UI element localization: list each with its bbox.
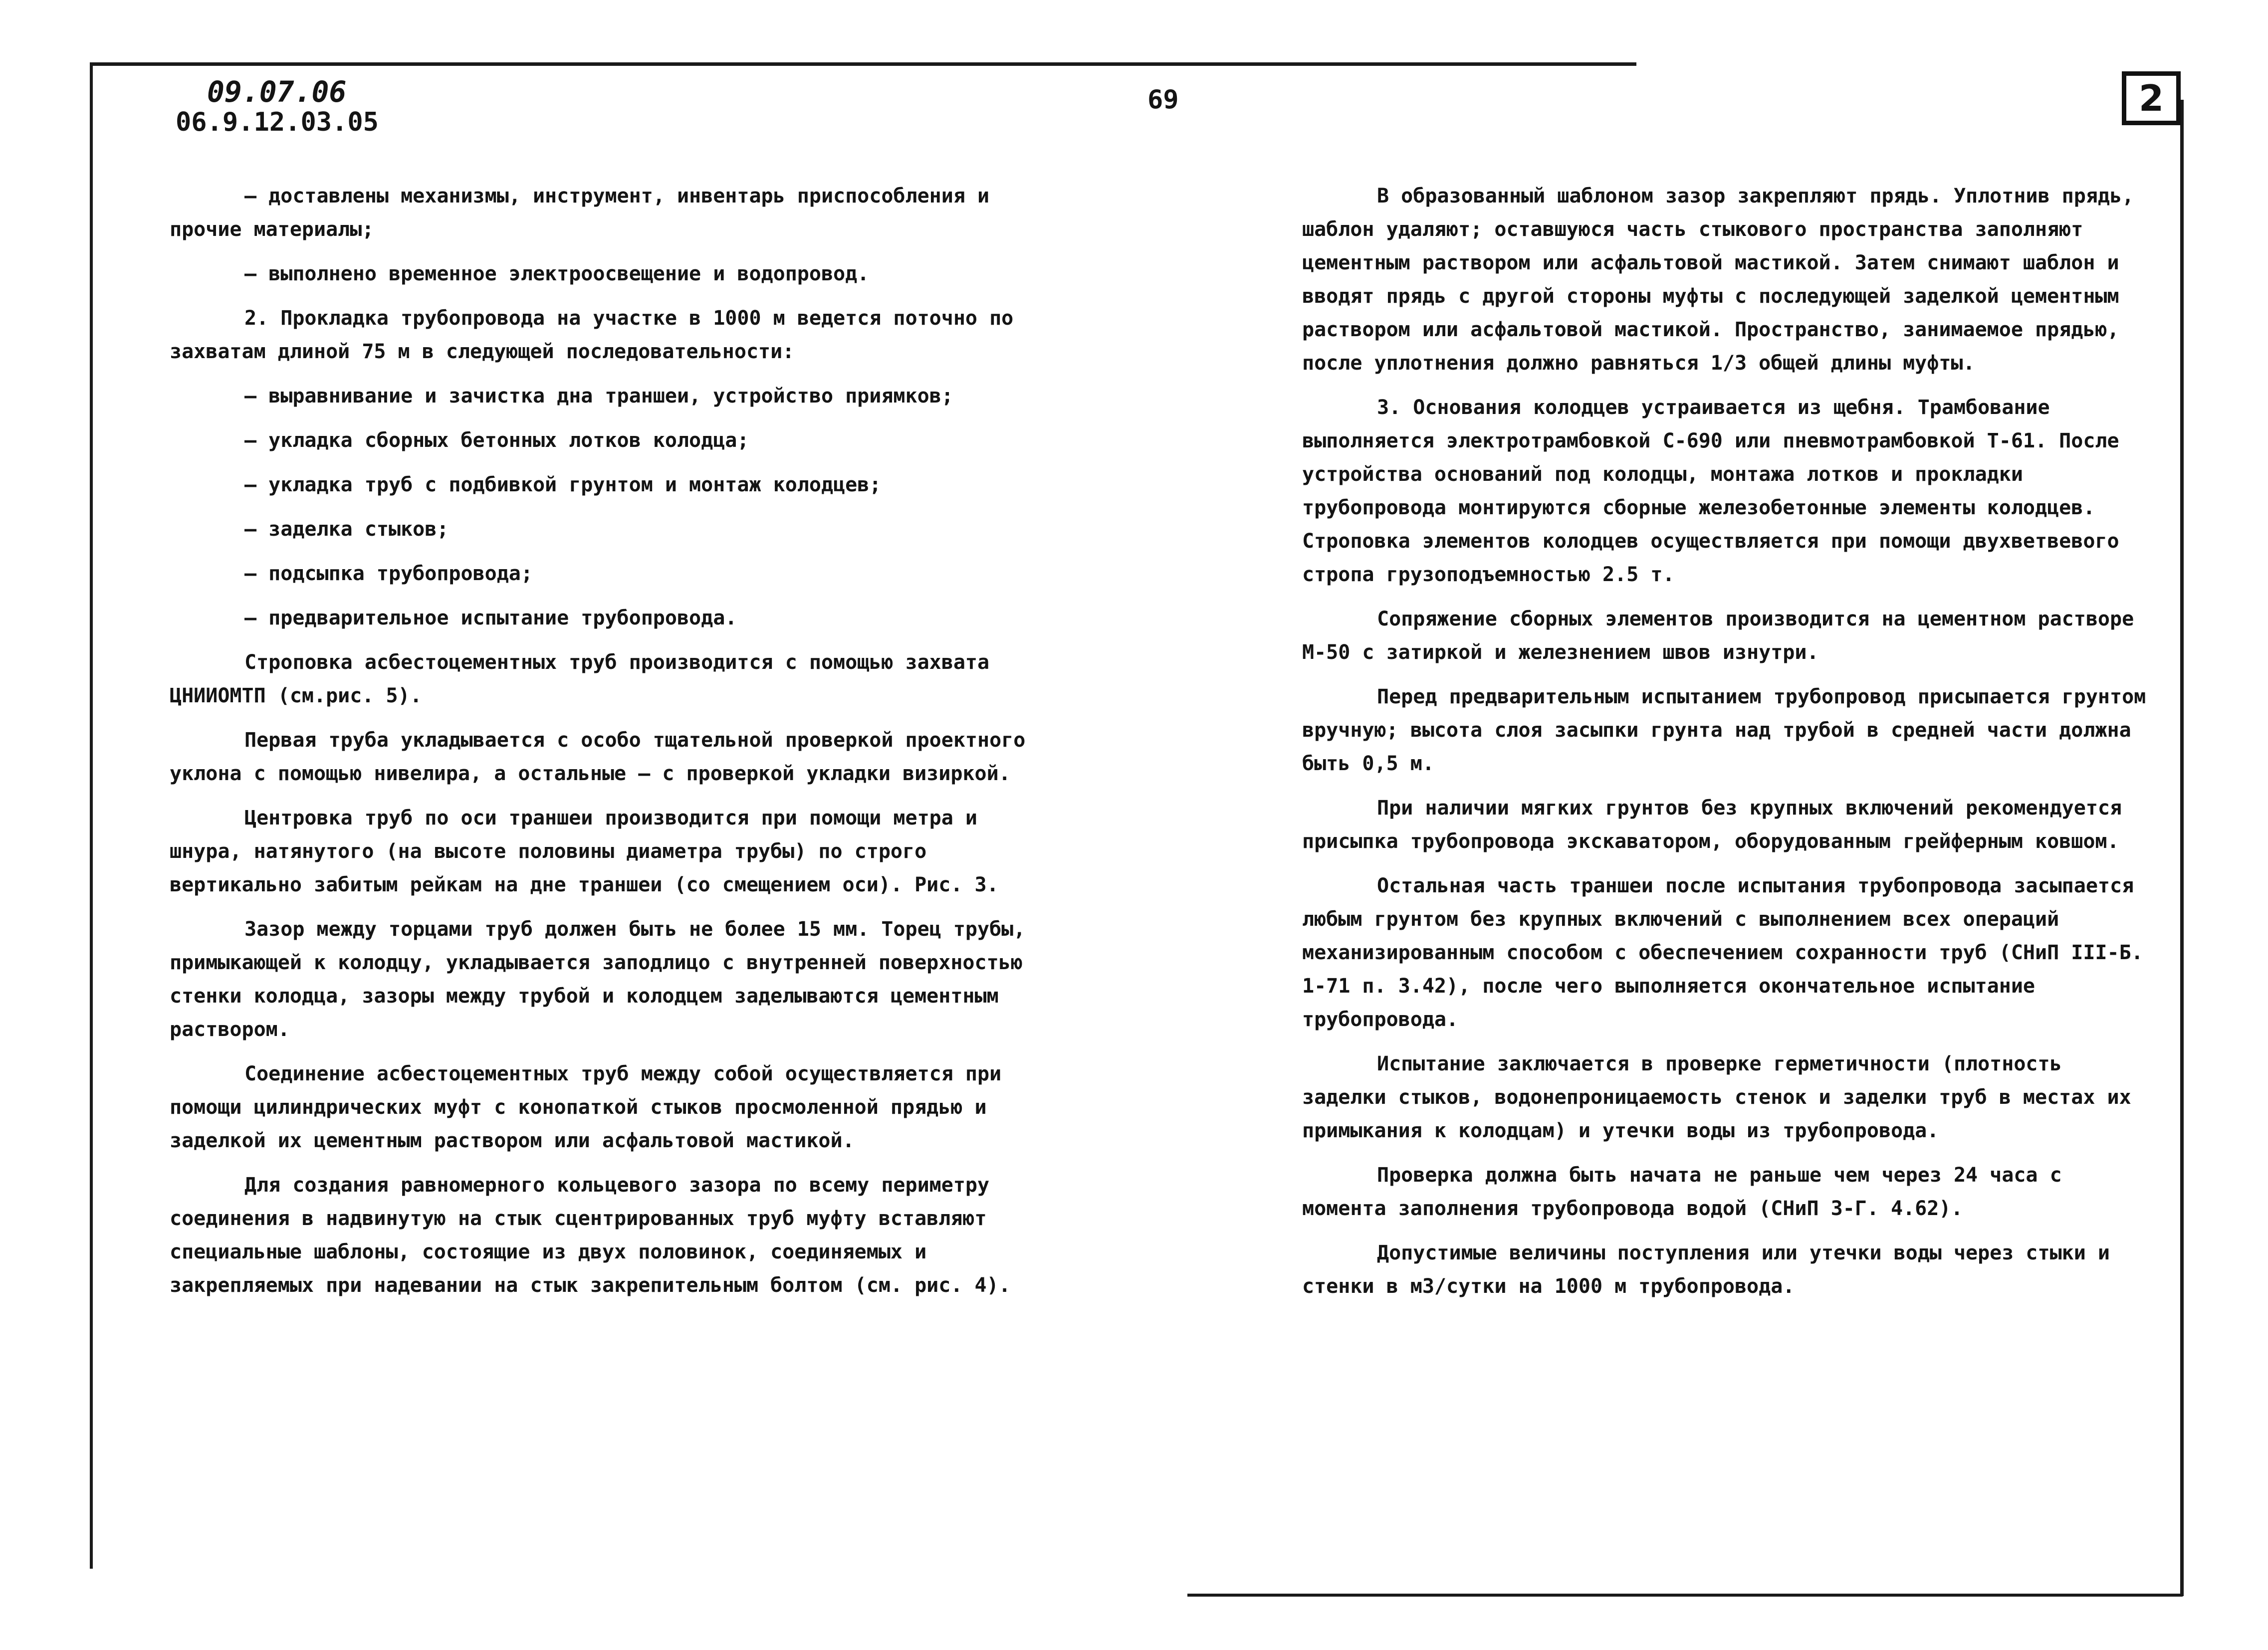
top-border-line — [90, 62, 1636, 66]
paragraph: Допустимые величины поступления или утечки воды через стыки и стенки в м3/сутки на 1000 м трубопровода. — [1302, 1241, 2110, 1298]
paragraph: – выравнивание и зачистка дна траншеи, устройство приямков; — [244, 385, 953, 408]
paragraph: Проверка должна быть начата не раньше чем через 24 часа с момента заполнения трубопровода водой (СНиП 3-Г. 4.62). — [1302, 1164, 2062, 1220]
paragraph: – подсыпка трубопровода; — [244, 562, 533, 585]
paragraph: Соединение асбестоцементных труб между собой осуществляется при помощи цилиндрических муфт с конопаткой стыков просмоленной прядью и заделкой их цементным раствором или асфальтовой мастикой. — [170, 1062, 1002, 1152]
paragraph: – заделка стыков; — [244, 518, 449, 541]
right-border-line — [2180, 100, 2184, 1596]
paragraph: – укладка труб с подбивкой грунтом и монтаж колодцев; — [244, 473, 882, 496]
paragraph: 3. Основания колодцев устраивается из щебня. Трамбование выполняется электротрамбовкой С-690 или пневмотрамбовкой Т-61. После устройства оснований под колодцы, монтажа лотков и прокладки трубопровода монтируются сборные железобетонные элементы колодцев. Строповка элементов колодцев осуществляется при помощи двухветвевого стропа грузоподъемностью 2.5 т. — [1302, 396, 2119, 586]
document-code-handwritten: 09.07.06 — [207, 75, 347, 109]
right-text-column — [1302, 180, 2150, 1314]
paragraph: Перед предварительным испытанием трубопровод присыпается грунтом вручную; высота слоя засыпки грунта над трубой в средней части должна быть 0,5 м. — [1302, 685, 2146, 775]
page-number: 69 — [1147, 85, 1179, 115]
paragraph: – выполнено временное электроосвещение и водопровод. — [244, 262, 870, 285]
paragraph: В образованный шаблоном зазор закрепляют прядь. Уплотнив прядь, шаблон удаляют; оставшуюся часть стыкового пространства заполняют цементным раствором или асфальтовой мастикой. Затем снимают шаблон и вводят прядь с другой стороны муфты с последующей заделкой цементным раствором или асфальтовой мастикой. Пространство, занимаемое прядью, после уплотнения должно равняться 1/3 общей длины муфты. — [1302, 185, 2134, 375]
paragraph: Для создания равномерного кольцевого зазора по всему периметру соединения в надвинутую на стык сцентрированных труб муфту вставляют специальные шаблоны, состоящие из двух половинок, соединяемых и закрепляемых при надевании на стык закрепительным болтом (см. рис. 4). — [170, 1174, 1011, 1297]
left-border-line — [90, 62, 93, 1569]
paragraph: Испытание заключается в проверке герметичности (плотность заделки стыков, водонепроницаемость стенок и заделки труб в местах их примыкания к колодцам) и утечки воды из трубопровода. — [1302, 1052, 2131, 1142]
paragraph: Строповка асбестоцементных труб производится с помощью захвата ЦНИИОМТП (см.рис. 5). — [170, 651, 990, 707]
paragraph: Остальная часть траншеи после испытания трубопровода засыпается любым грунтом без крупных включений с выполнением всех операций механизированным способом с обеспечением сохранности труб (СНиП III-Б. 1-71 п. 3.42), после чего выполняется окончательное испытание трубопровода. — [1302, 874, 2143, 1031]
paragraph: 2. Прокладка трубопровода на участке в 1000 м ведется поточно по захватам длиной 75 м в следующей последовательности: — [170, 307, 1014, 363]
paragraph: Сопряжение сборных элементов производится на цементном растворе М-50 с затиркой и железнением швов изнутри. — [1302, 608, 2134, 664]
paragraph: Зазор между торцами труб должен быть не более 15 мм. Торец трубы, примыкающей к колодцу, укладывается заподлицо с внутренней поверхностью стенки колодца, зазоры между трубой и колодцем заделываются цементным раствором. — [170, 918, 1026, 1041]
paragraph: – доставлены механизмы, инструмент, инвентарь приспособления и прочие материалы; — [170, 185, 990, 241]
sheet-number: 2 — [2138, 77, 2164, 119]
paragraph: Первая труба укладывается с особо тщательной проверкой проектного уклона с помощью нивелира, а остальные – с проверкой укладки визиркой. — [170, 729, 1026, 785]
paragraph: Центровка труб по оси траншеи производится при помощи метра и шнура, натянутого (на высоте половины диаметра трубы) по строго вертикально забитым рейкам на дне траншеи (со смещением оси). Рис. 3. — [170, 807, 999, 896]
paragraph: – укладка сборных бетонных лотков колодца; — [244, 429, 749, 452]
paragraph: – предварительное испытание трубопровода. — [244, 607, 737, 629]
sheet-number-box — [2122, 71, 2181, 125]
left-text-column — [170, 180, 1048, 1313]
document-code: 06.9.12.03.05 — [176, 107, 379, 137]
bottom-border-line — [1187, 1594, 2183, 1597]
paragraph: При наличии мягких грунтов без крупных включений рекомендуется присыпка трубопровода экскаватором, оборудованным грейферным ковшом. — [1302, 797, 2122, 853]
